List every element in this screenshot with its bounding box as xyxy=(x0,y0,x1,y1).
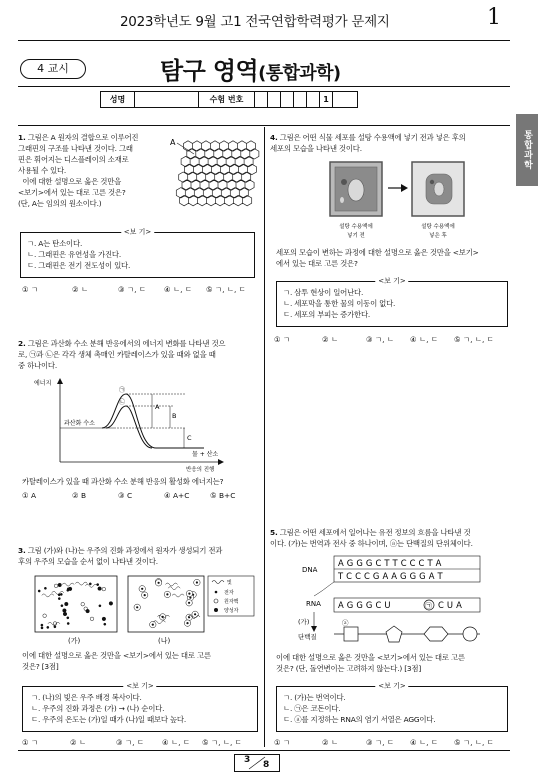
answer-choice[interactable]: ① ㄱ xyxy=(22,738,39,747)
amino-acid-pentagon xyxy=(386,626,402,642)
svg-text:㉡: ㉡ xyxy=(119,399,126,406)
answer-choice[interactable]: ② ㄴ xyxy=(322,335,339,344)
header-rule xyxy=(18,40,510,41)
q1-bogi-box: <보 기> ㄱ. A는 탄소이다. ㄴ. 그래핀은 유연성을 가진다. ㄷ. 그래핀은 전기 전도성이 있다. xyxy=(20,232,255,278)
graphene-atom-label: A xyxy=(170,138,176,147)
q3-choices xyxy=(22,737,260,748)
subject-title: 탐구 영역(통합과학) xyxy=(160,57,341,85)
q1-choices xyxy=(22,284,266,295)
svg-text:A G G G C T T C C C T A: A G G G C T T C C C T A xyxy=(338,558,442,568)
svg-text:RNA: RNA xyxy=(306,600,321,608)
answer-choice[interactable]: ⑤ ㄱ, ㄴ, ㄷ xyxy=(206,285,246,294)
exam-title: 2023학년도 9월 고1 전국연합학력평가 문제지 xyxy=(120,14,390,30)
answer-choice[interactable]: ② ㄴ xyxy=(72,285,89,294)
footer-rule xyxy=(18,750,510,751)
graphene-figure xyxy=(160,134,260,214)
q3-stem: 3. 그림 (가)와 (나)는 우주의 진화 과정에서 원자가 생성되기 전과 후의 우주의 모습을 순서 없이 나타낸 것이다. xyxy=(18,546,223,566)
svg-text:물 + 산소: 물 + 산소 xyxy=(192,451,219,458)
atom-nucleus xyxy=(136,606,138,608)
plant-cell-figure xyxy=(326,160,466,240)
name-field[interactable] xyxy=(135,92,199,107)
amino-acid-hexagon xyxy=(424,627,448,641)
plasma-particle xyxy=(58,598,60,600)
atom-nucleus xyxy=(141,588,143,590)
answer-choice[interactable]: ③ ㄱ, ㄴ xyxy=(366,335,394,344)
svg-text:넣기 전: 넣기 전 xyxy=(347,233,365,239)
exam-number-cell[interactable] xyxy=(281,92,294,107)
plasma-particle xyxy=(98,587,102,591)
atom-nucleus xyxy=(188,593,190,595)
exam-number-digit: 1 xyxy=(320,92,333,107)
q5-statement: ㄷ. ⓐ를 지정하는 RNA의 염기 서열은 AGG이다. xyxy=(283,715,436,724)
plasma-particle xyxy=(90,617,94,621)
answer-choice[interactable]: ② ㄴ xyxy=(70,738,87,747)
q4-statement: ㄴ. 세포막을 통한 물의 이동이 없다. xyxy=(283,299,396,308)
svg-text:C U A: C U A xyxy=(438,600,463,610)
column-divider xyxy=(264,127,265,747)
answer-choice[interactable]: ① ㄱ xyxy=(274,738,291,747)
svg-text:A G G G C U: A G G G C U xyxy=(338,600,391,610)
svg-text:원자핵: 원자핵 xyxy=(224,599,239,605)
answer-choice[interactable]: ① ㄱ xyxy=(22,285,39,294)
name-label: 성명 xyxy=(101,92,135,107)
svg-text:전자: 전자 xyxy=(224,590,234,596)
q4-statement: ㄷ. 세포의 부피는 증가한다. xyxy=(283,310,371,319)
q4-choices xyxy=(274,334,512,345)
plasma-particle xyxy=(67,589,69,591)
svg-text:㉠: ㉠ xyxy=(425,602,432,610)
atom-nucleus xyxy=(166,593,168,595)
atom-nucleus xyxy=(196,581,198,583)
plasma-particle xyxy=(60,593,62,595)
q1-statement: ㄴ. 그래핀은 유연성을 가진다. xyxy=(27,250,122,259)
answer-choice[interactable]: ③ C xyxy=(118,491,133,500)
universe-panel-na xyxy=(128,576,204,632)
svg-text:(가): (가) xyxy=(68,637,81,645)
plasma-particle xyxy=(43,614,47,618)
q5-bogi-box: <보 기> ㄱ. (가)는 번역이다. ㄴ. ㉠은 코돈이다. ㄷ. ⓐ를 지정하는 RNA의 염기 서열은 AGG이다. xyxy=(276,686,508,732)
svg-text:빛: 빛 xyxy=(227,580,232,586)
exam-number-label: 수험 번호 xyxy=(199,92,255,107)
svg-text:단백질: 단백질 xyxy=(298,633,317,641)
plasma-particle xyxy=(102,617,106,621)
page-indicator xyxy=(234,754,280,772)
q1-statement: ㄱ. A는 탄소이다. xyxy=(27,239,83,248)
plasma-particle xyxy=(54,584,58,588)
plasma-particle xyxy=(44,587,46,589)
plasma-particle xyxy=(99,605,101,607)
svg-text:B: B xyxy=(172,412,177,420)
svg-text:에너지: 에너지 xyxy=(34,380,52,387)
svg-text:DNA: DNA xyxy=(302,566,318,574)
atom-nucleus xyxy=(152,624,154,626)
q3-statement: ㄷ. 우주의 온도는 (가)일 때가 (나)일 때보다 높다. xyxy=(31,715,186,724)
subject-rule xyxy=(18,86,510,87)
atom-nucleus xyxy=(144,594,146,596)
body-top-rule xyxy=(18,125,510,126)
current-page: 3 xyxy=(244,755,251,765)
q1-statement: ㄷ. 그래핀은 전기 전도성이 있다. xyxy=(27,261,131,270)
svg-text:ⓐ: ⓐ xyxy=(342,619,349,627)
q4-bogi-box: <보 기> ㄱ. 삼투 현상이 일어난다. ㄴ. 세포막을 통한 물의 이동이 없다. ㄷ. 세포의 부피는 증가한다. xyxy=(276,281,508,327)
plasma-particle xyxy=(41,624,43,626)
answer-choice[interactable]: ④ A+C xyxy=(164,491,190,500)
plasma-particle xyxy=(58,583,62,587)
q2-stem: 2. 그림은 과산화 수소 분해 반응에서의 에너지 변화를 나타낸 것으 로, ㉠과 ㉡은 각각 생체 촉매인 카탈레이스가 있을 때와 없을 때 중 하나이다. xyxy=(18,339,226,370)
svg-text:T C C C G A A G G G A T: T C C C G A A G G G A T xyxy=(338,571,443,581)
amino-acid-circle xyxy=(463,627,477,641)
plasma-particle xyxy=(67,617,69,619)
amino-acid-square xyxy=(344,627,358,641)
period-badge: 4 교시 xyxy=(20,59,86,79)
energy-curve-2 xyxy=(106,406,152,448)
q3-bogi-box: <보 기> ㄱ. (나)의 빛은 우주 배경 복사이다. ㄴ. 우주의 진화 과정은 (가) → (나) 순이다. ㄷ. 우주의 온도는 (가)일 때가 (나)일 때보다 높다. xyxy=(22,686,258,732)
plasma-particle xyxy=(41,627,43,629)
answer-choice[interactable]: ③ ㄱ, ㄷ xyxy=(118,285,146,294)
answer-choice[interactable]: ① ㄱ xyxy=(274,335,291,344)
energy-diagram xyxy=(34,376,224,472)
svg-text:C: C xyxy=(187,434,192,442)
q5-choices xyxy=(274,737,512,748)
q4-stem: 4. 그림은 어떤 식물 세포를 설탕 수용액에 넣기 전과 넣은 후의 세포의 모습을 나타낸 것이다. xyxy=(270,133,466,153)
plasma-particle xyxy=(38,590,40,592)
answer-choice[interactable]: ④ ㄴ, ㄷ xyxy=(162,738,190,747)
svg-text:반응의 진행: 반응의 진행 xyxy=(186,467,215,472)
plasma-particle xyxy=(86,609,90,613)
q2-choices xyxy=(22,490,260,501)
answer-choice[interactable]: ① A xyxy=(22,491,37,500)
plasma-particle xyxy=(47,626,49,628)
q5-statement: ㄴ. ㉠은 코돈이다. xyxy=(283,704,341,713)
exam-number-cell[interactable] xyxy=(307,92,320,107)
q1-stem: 1. 그림은 A 원자의 결합으로 이루어진 그래핀의 구조를 나타낸 것이다. 그래 핀은 휘어지는 디스플레이의 소재로 사용될 수 있다. 이에 대한 설명으로 옳은 것만을 <보기>에서 있는 대로 고른 것은? (단, A는 임의의 원소이다.) xyxy=(18,133,139,208)
plasma-particle xyxy=(81,602,85,606)
q4-statement: ㄱ. 삼투 현상이 일어난다. xyxy=(283,288,364,297)
answer-choice[interactable]: ⑤ ㄱ, ㄴ, ㄷ xyxy=(202,738,242,747)
atom-nucleus xyxy=(158,582,160,584)
plasma-particle xyxy=(104,623,106,625)
q3-question: 이에 대한 설명으로 옳은 것만을 <보기>에서 있는 대로 고른 것은? [3점] xyxy=(22,651,211,671)
plasma-particle xyxy=(63,609,67,613)
plasma-particle xyxy=(109,602,113,606)
exam-number-cell[interactable] xyxy=(255,92,268,107)
plasma-particle xyxy=(102,587,106,591)
exam-number-cell[interactable] xyxy=(294,92,307,107)
svg-text:㉠: ㉠ xyxy=(119,387,126,394)
answer-choice[interactable]: ④ ㄴ, ㄷ xyxy=(164,285,192,294)
q3-statement: ㄱ. (나)의 빛은 우주 배경 복사이다. xyxy=(31,693,142,702)
plasma-particle xyxy=(67,622,69,624)
gene-expression-figure xyxy=(298,554,498,646)
q2-question: 카탈레이스가 있을 때 과산화 수소 분해 반응의 활성화 에너지는? xyxy=(22,477,224,486)
svg-text:과산화 수소: 과산화 수소 xyxy=(64,420,95,427)
q4-question: 세포의 모습이 변하는 과정에 대한 설명으로 옳은 것만을 <보기> 에서 있는 대로 고른 것은? xyxy=(276,248,479,268)
svg-text:A: A xyxy=(155,403,160,411)
exam-number-cell[interactable] xyxy=(333,92,346,107)
exam-number-cell[interactable] xyxy=(268,92,281,107)
q5-statement: ㄱ. (가)는 번역이다. xyxy=(283,693,346,702)
plasma-particle xyxy=(61,605,63,607)
svg-text:설탕 수용액에: 설탕 수용액에 xyxy=(339,224,373,230)
subject-side-tab: 통합과학 xyxy=(516,114,538,186)
page-number: 1 xyxy=(487,5,501,30)
atom-nucleus xyxy=(186,622,188,624)
universe-figure xyxy=(34,574,256,646)
svg-text:(나): (나) xyxy=(158,637,171,645)
q5-stem: 5. 그림은 어떤 세포에서 일어나는 유전 정보의 흐름을 나타낸 것 이다. (가)는 번역과 전사 중 하나이며, ⓐ는 단백질의 단위체이다. xyxy=(270,528,473,548)
atom-nucleus xyxy=(194,613,196,615)
q5-question: 이에 대한 설명으로 옳은 것만을 <보기>에서 있는 대로 고른 것은? (단, 돌연변이는 고려하지 않는다.) [3점] xyxy=(276,653,465,673)
svg-text:(가): (가) xyxy=(298,618,310,626)
plasma-particle xyxy=(89,583,91,585)
plasma-particle xyxy=(54,626,56,628)
answer-choice[interactable]: ④ ㄴ, ㄷ xyxy=(410,738,438,747)
answer-choice[interactable]: ③ ㄱ, ㄷ xyxy=(366,738,394,747)
plasma-particle xyxy=(65,602,69,606)
svg-text:넣은 후: 넣은 후 xyxy=(429,233,447,239)
plasma-particle xyxy=(63,612,67,616)
answer-choice[interactable]: ② B xyxy=(72,491,87,500)
answer-choice[interactable]: ④ ㄴ, ㄷ xyxy=(410,335,438,344)
svg-text:설탕 수용액에: 설탕 수용액에 xyxy=(421,224,455,230)
answer-choice[interactable]: ⑤ B+C xyxy=(210,491,236,500)
atom-nucleus xyxy=(188,602,190,604)
q3-statement: ㄴ. 우주의 진화 과정은 (가) → (나) 순이다. xyxy=(31,704,165,713)
svg-text:양성자: 양성자 xyxy=(224,608,239,614)
student-id-box xyxy=(100,91,358,108)
answer-choice[interactable]: ② ㄴ xyxy=(322,738,339,747)
answer-choice[interactable]: ⑤ ㄱ, ㄴ, ㄷ xyxy=(454,738,494,747)
total-pages: 8 xyxy=(263,760,270,770)
answer-choice[interactable]: ⑤ ㄱ, ㄴ, ㄷ xyxy=(454,335,494,344)
answer-choice[interactable]: ③ ㄱ, ㄷ xyxy=(116,738,144,747)
